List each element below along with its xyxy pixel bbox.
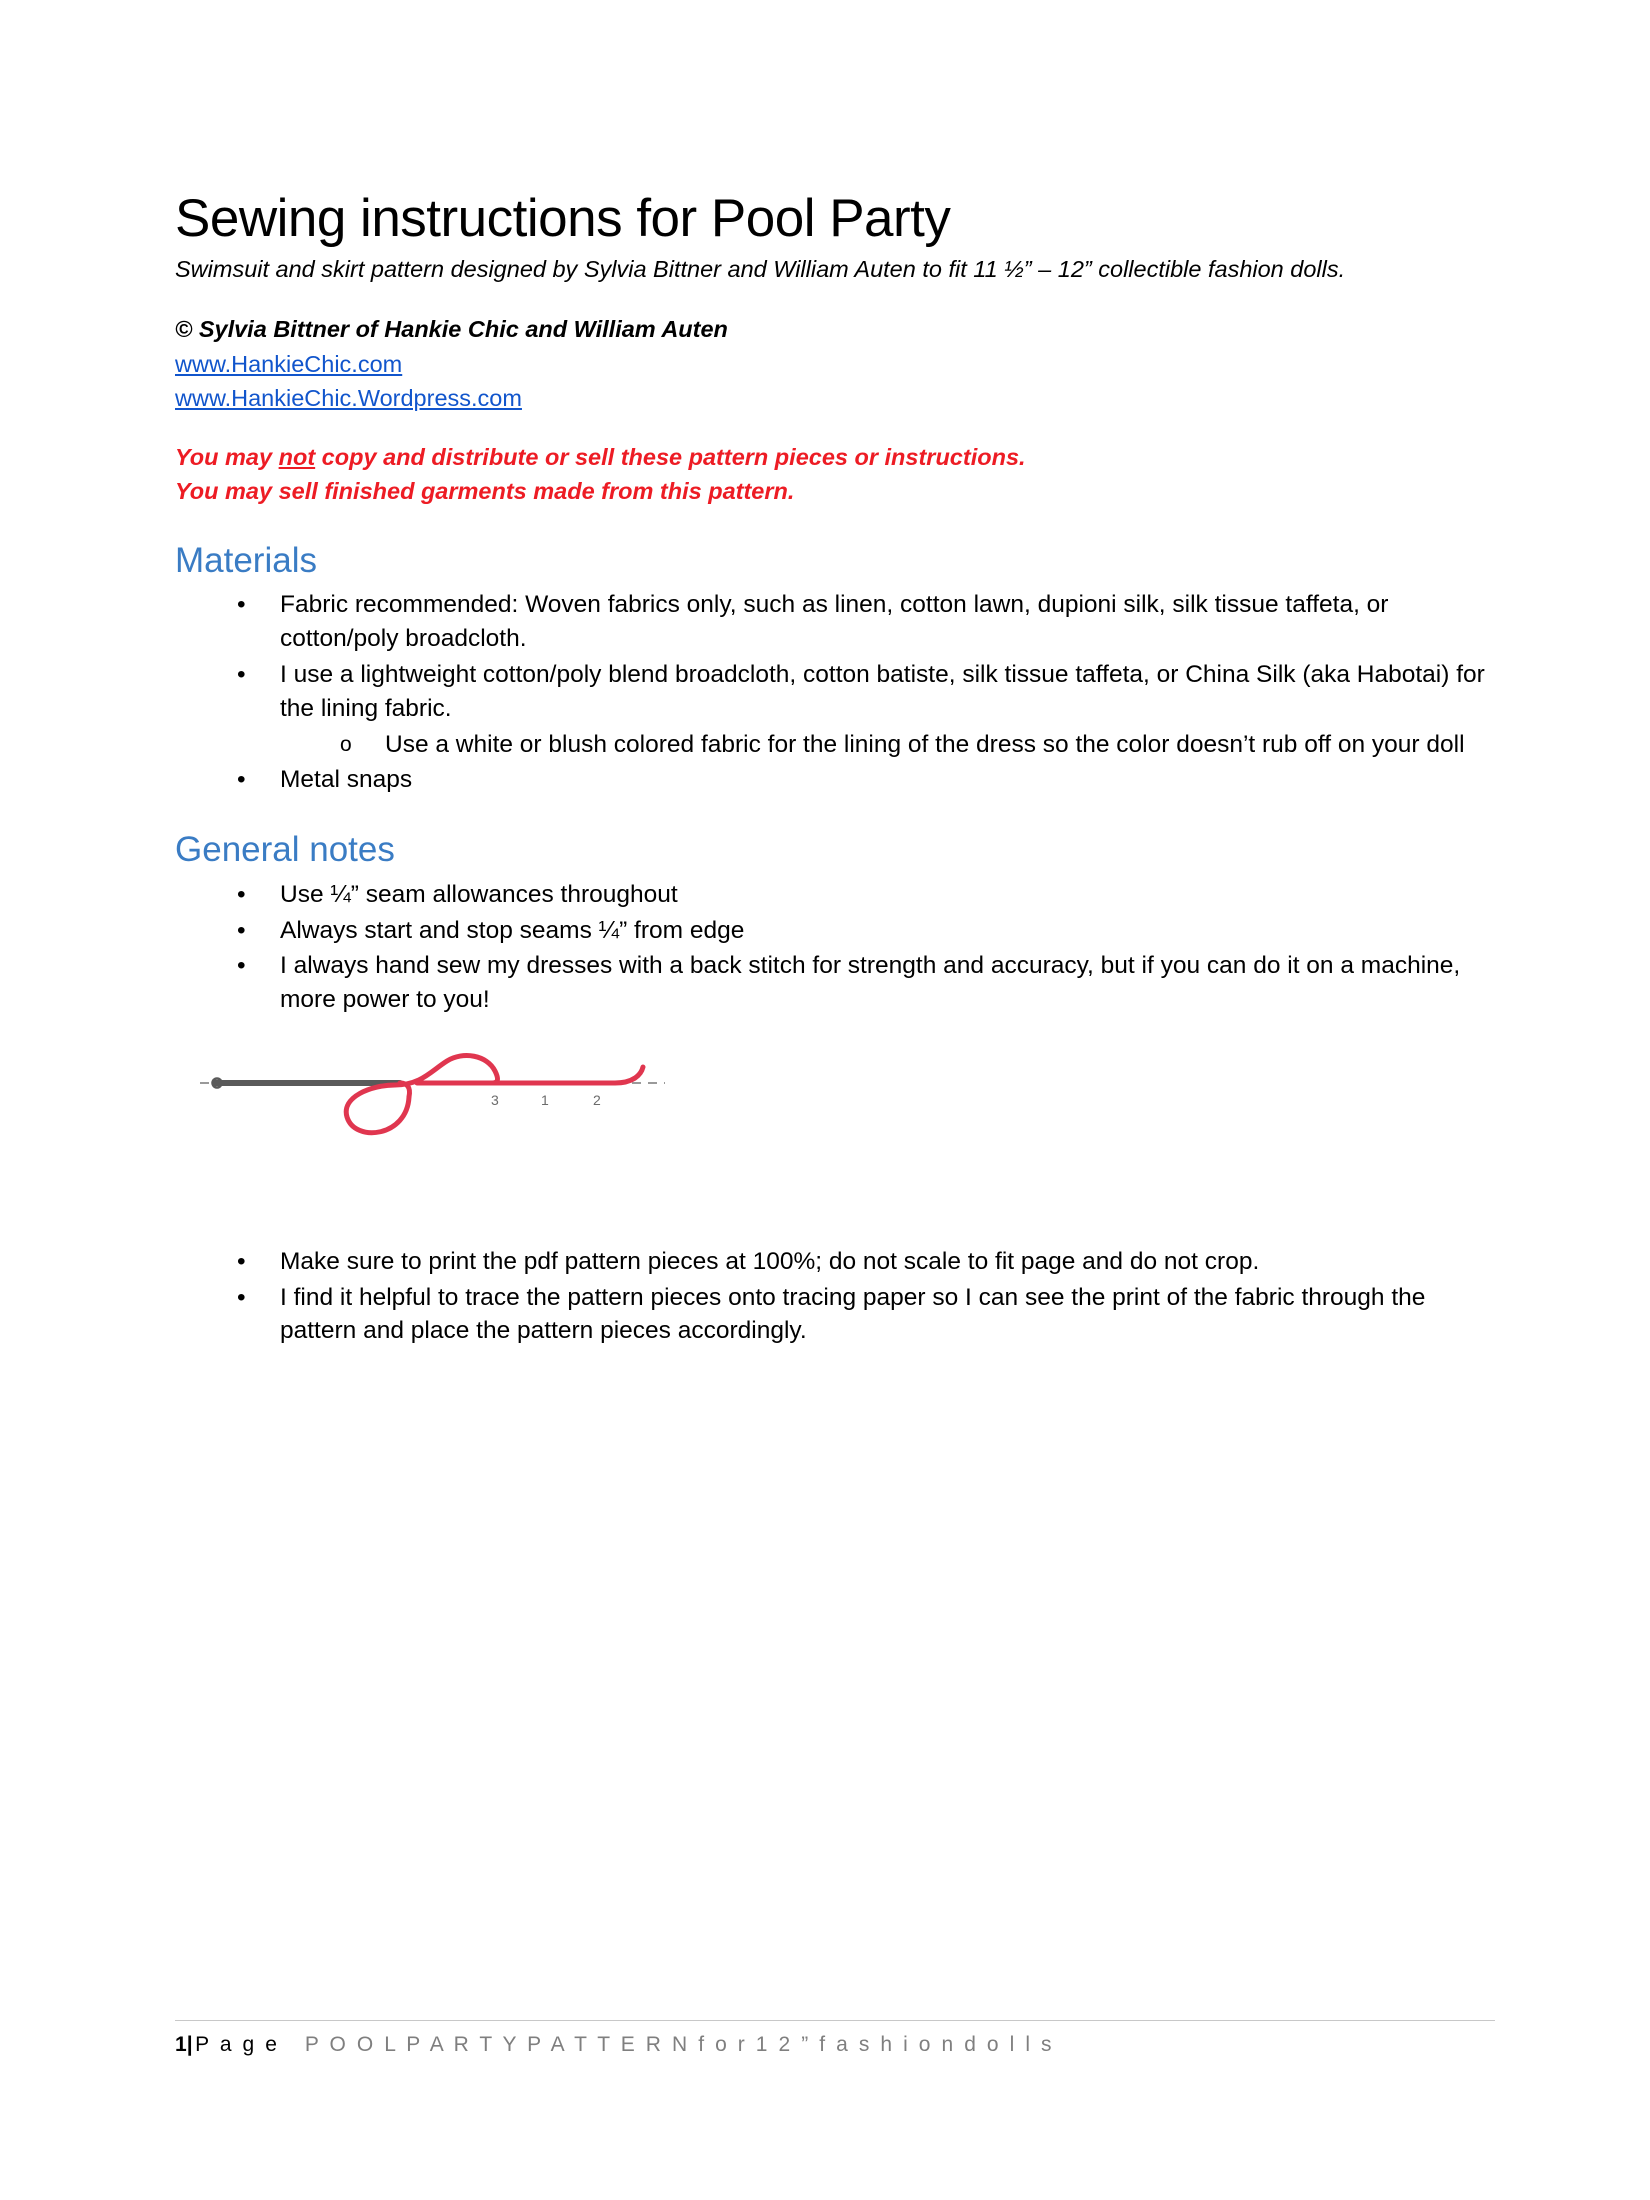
section-heading-general-notes: General notes	[175, 830, 395, 870]
footer-page-number: 1	[175, 2033, 187, 2056]
list-item-text: Metal snaps	[280, 766, 413, 794]
bullet-icon: •	[237, 591, 246, 619]
list-item	[175, 658, 1495, 761]
page-title: Sewing instructions for Pool Party	[175, 189, 951, 248]
general-notes-list-continued	[175, 1245, 1495, 1348]
bullet-icon: •	[237, 766, 246, 794]
notice-line-1-before: You may	[175, 444, 279, 471]
footer-doc-name: P O O L P A R T Y P A T T E R N f o r 1 2 ” f a s h i o n d o l l s	[304, 2033, 1055, 2056]
thread-tail	[615, 1067, 643, 1083]
stitch-label-2: 2	[593, 1091, 601, 1108]
list-item-text: Fabric recommended: Woven fabrics only, such as linen, cotton lawn, dupioni silk, silk tissue taffeta, or cotton/poly broadcloth.	[280, 591, 1389, 653]
circle-bullet-icon: o	[340, 732, 352, 756]
copyright-notice	[175, 441, 1495, 508]
bullet-icon: •	[237, 1283, 246, 1311]
list-item	[175, 878, 1495, 912]
back-stitch-illustration	[195, 1045, 695, 1215]
stitch-label-1: 1	[541, 1091, 549, 1108]
list-item-text: I use a lightweight cotton/poly blend broadcloth, cotton batiste, silk tissue taffeta, or China Silk (aka Habotai) for the lining fabric.	[280, 661, 1485, 722]
document-body	[175, 190, 1495, 1350]
document-subtitle: Swimsuit and skirt pattern designed by Sylvia Bittner and William Auten to fit 11 ½” – 12” collectible fashion dolls.	[175, 256, 1346, 283]
list-item-text: I always hand sew my dresses with a back stitch for strength and accuracy, but if you can do it on a machine, more power to you!	[280, 952, 1461, 1014]
footer-separator: |	[186, 2033, 196, 2056]
notice-line-2: You may sell finished garments made from this pattern.	[175, 477, 795, 504]
notice-line-1	[175, 441, 1495, 474]
copyright-credit: © Sylvia Bittner of Hankie Chic and William Auten	[175, 315, 728, 342]
bullet-icon: •	[237, 952, 246, 980]
list-item-text: Use ¼” seam allowances throughout	[280, 880, 678, 908]
sub-list-item	[280, 728, 1495, 762]
list-item-text: Always start and stop seams ¼” from edge	[280, 916, 745, 944]
bullet-icon: •	[237, 661, 246, 689]
sub-list-item-text: Use a white or blush colored fabric for the lining of the dress so the color doesn’t rub off on your doll	[385, 730, 1465, 758]
list-item-text: I find it helpful to trace the pattern pieces onto tracing paper so I can see the print of the fabric through the pattern and place the pattern pieces accordingly.	[280, 1283, 1426, 1345]
section-heading-materials: Materials	[175, 540, 317, 580]
footer-text	[175, 2033, 1495, 2057]
list-item	[175, 1281, 1495, 1349]
back-stitch-diagram	[175, 1045, 1495, 1215]
link-hankiechic-com[interactable]: www.HankieChic.com	[175, 351, 403, 378]
link-hankiechic-wordpress[interactable]: www.HankieChic.Wordpress.com	[175, 384, 522, 411]
list-item	[175, 914, 1495, 948]
bullet-icon: •	[237, 916, 246, 944]
list-item	[175, 763, 1495, 797]
notice-underlined-word: not	[278, 444, 316, 471]
bullet-icon: •	[237, 880, 246, 908]
notice-line-1-after: copy and distribute or sell these pattern pieces or instructions.	[315, 444, 1026, 471]
list-item	[175, 588, 1495, 656]
general-notes-list	[175, 878, 1495, 1017]
thread-loop	[346, 1055, 497, 1132]
list-item-text: Make sure to print the pdf pattern pieces at 100%; do not scale to fit page and do not crop.	[280, 1247, 1260, 1275]
materials-sublist	[280, 728, 1495, 762]
list-item	[175, 949, 1495, 1017]
materials-list	[175, 588, 1495, 797]
footer-page-word: P a g e	[195, 2033, 280, 2056]
list-item	[175, 1245, 1495, 1279]
page-footer	[175, 2020, 1495, 2057]
bullet-icon: •	[237, 1247, 246, 1275]
stitch-label-3: 3	[491, 1091, 499, 1108]
